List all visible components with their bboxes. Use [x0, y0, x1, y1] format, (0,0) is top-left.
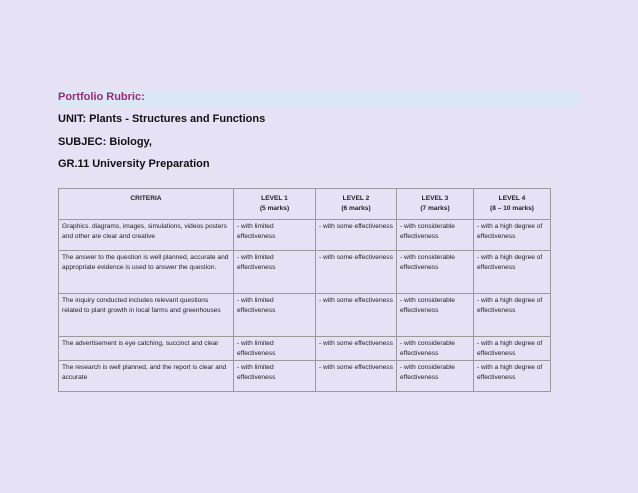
- level-4-cell: - with a high degree of effectiveness: [474, 251, 551, 294]
- portfolio-title: Portfolio Rubric:: [58, 91, 145, 103]
- level-1-cell: - with limited effectiveness: [234, 337, 316, 361]
- level-4-cell: - with a high degree of effectiveness: [474, 220, 551, 251]
- criteria-cell: The inquiry conducted includes relevant questions related to plant growth in local farms and greenhouses: [59, 294, 234, 337]
- level-3-cell: - with considerable effectiveness: [397, 361, 474, 392]
- level-4-cell: - with a high degree of effectiveness: [474, 337, 551, 361]
- level-1-cell: - with limited effectiveness: [234, 251, 316, 294]
- table-row: [59, 337, 551, 361]
- level-4-cell: - with a high degree of effectiveness: [474, 294, 551, 337]
- rubric-table: [58, 188, 551, 392]
- level-3-cell: - with considerable effectiveness: [397, 294, 474, 337]
- table-header-row: [59, 189, 551, 220]
- column-header-level-4: LEVEL 4 (8 – 10 marks): [474, 189, 551, 220]
- column-header-level-1: LEVEL 1 (5 marks): [234, 189, 316, 220]
- level-2-cell: - with some effectiveness: [316, 251, 397, 294]
- level-1-cell: - with limited effectiveness: [234, 361, 316, 392]
- level-2-cell: - with some effectiveness: [316, 220, 397, 251]
- criteria-cell: The advertisement is eye catching, succinct and clear: [59, 337, 234, 361]
- grade-heading: GR.11 University Preparation: [58, 158, 210, 170]
- subject-heading: SUBJEC: Biology,: [58, 136, 152, 148]
- criteria-cell: The research is well planned, and the report is clear and accurate: [59, 361, 234, 392]
- level-4-cell: - with a high degree of effectiveness: [474, 361, 551, 392]
- criteria-cell: The answer to the question is well planned, accurate and appropriate evidence is used to answer the question.: [59, 251, 234, 294]
- level-3-cell: - with considerable effectiveness: [397, 337, 474, 361]
- column-header-criteria: CRITERIA: [59, 189, 234, 220]
- column-header-level-2: LEVEL 2 (6 marks): [316, 189, 397, 220]
- level-2-cell: - with some effectiveness: [316, 361, 397, 392]
- criteria-cell: Graphics. diagrams, images, simulations, videos posters and other are clear and creative: [59, 220, 234, 251]
- level-3-cell: - with considerable effectiveness: [397, 220, 474, 251]
- unit-heading: UNIT: Plants - Structures and Functions: [58, 113, 266, 125]
- table-row: [59, 361, 551, 392]
- level-3-cell: - with considerable effectiveness: [397, 251, 474, 294]
- table-row: [59, 220, 551, 251]
- level-2-cell: - with some effectiveness: [316, 337, 397, 361]
- table-row: [59, 251, 551, 294]
- table-row: [59, 294, 551, 337]
- level-1-cell: - with limited effectiveness: [234, 220, 316, 251]
- column-header-level-3: LEVEL 3 (7 marks): [397, 189, 474, 220]
- level-1-cell: - with limited effectiveness: [234, 294, 316, 337]
- level-2-cell: - with some effectiveness: [316, 294, 397, 337]
